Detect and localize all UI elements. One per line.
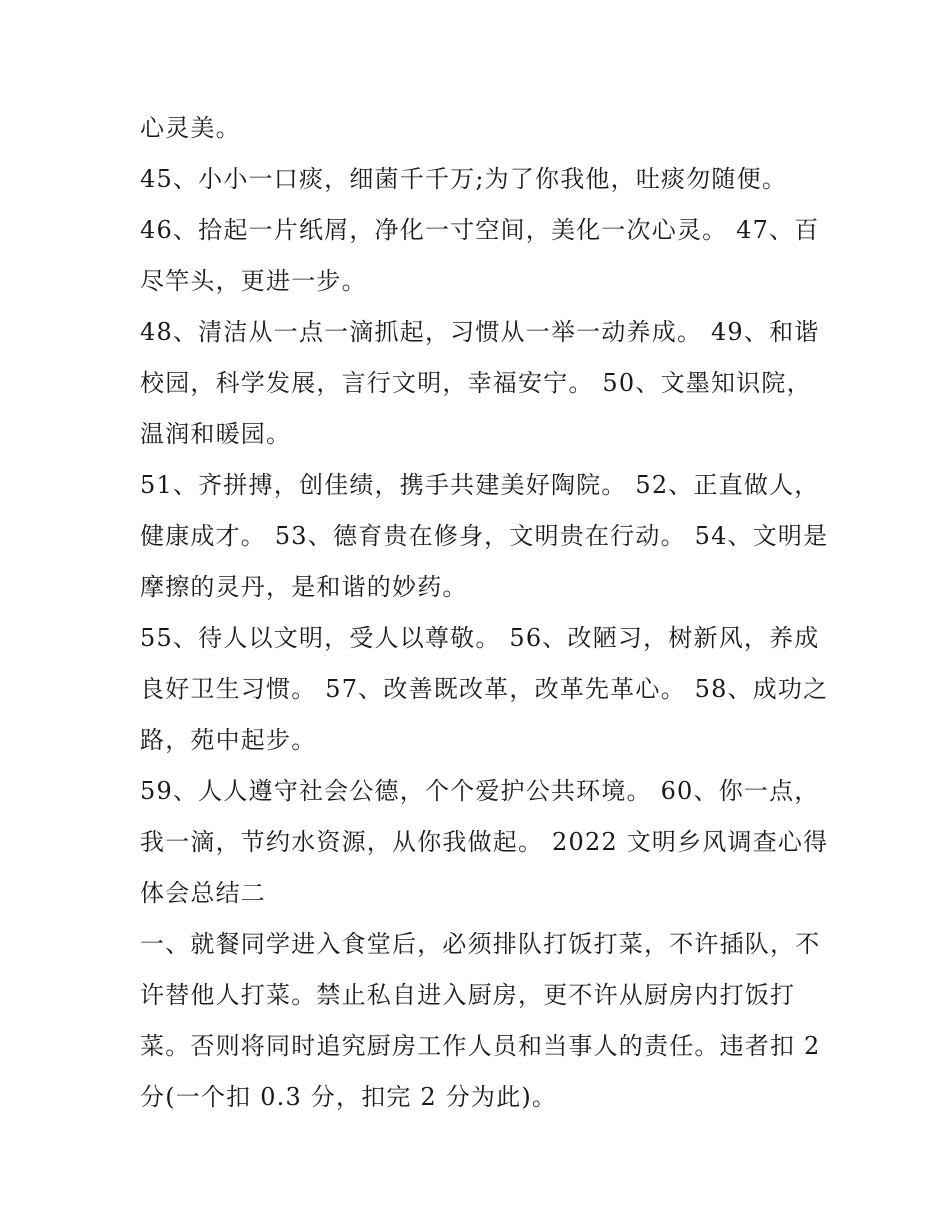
text-line: 体会总结二 <box>140 879 266 907</box>
text-line: 许替他人打菜。禁止私自进入厨房，更不许从厨房内打饭打 <box>140 981 796 1009</box>
text-line: 45、小小一口痰，细菌千千万;为了你我他，吐痰勿随便。 <box>140 165 788 193</box>
text-line: 尽竿头，更进一步。 <box>140 267 367 295</box>
text-line: 48、清洁从一点一滴抓起，习惯从一举一动养成。 49、和谐 <box>140 318 820 346</box>
text-line: 校园，科学发展，言行文明，幸福安宁。 50、文墨知识院， <box>140 369 812 397</box>
text-line: 菜。否则将同时追究厨房工作人员和当事人的责任。违者扣 2 <box>140 1032 821 1060</box>
text-line: 一、就餐同学进入食堂后，必须排队打饭打菜，不许插队，不 <box>140 930 821 958</box>
text-line: 健康成才。 53、德育贵在修身，文明贵在行动。 54、文明是 <box>140 522 829 550</box>
text-line: 路，苑中起步。 <box>140 726 317 754</box>
text-line: 55、待人以文明，受人以尊敬。 56、改陋习，树新风，养成 <box>140 624 820 652</box>
text-line: 摩擦的灵丹，是和谐的妙药。 <box>140 573 468 601</box>
text-line: 良好卫生习惯。 57、改善既改革，改革先革心。 58、成功之 <box>140 675 829 703</box>
document-page <box>140 103 830 1123</box>
text-line: 我一滴，节约水资源，从你我做起。 2022 文明乡风调查心得 <box>140 828 829 856</box>
text-line: 46、拾起一片纸屑，净化一寸空间，美化一次心灵。 47、百 <box>140 216 820 244</box>
text-line: 51、齐拼搏，创佳绩，携手共建美好陶院。 52、正直做人， <box>140 471 820 499</box>
text-line: 59、人人遵守社会公德，个个爱护公共环境。 60、你一点， <box>140 777 820 805</box>
text-line: 心灵美。 <box>140 114 241 142</box>
text-line: 温润和暖园。 <box>140 420 292 448</box>
text-line: 分(一个扣 0.3 分，扣完 2 分为此)。 <box>140 1083 558 1111</box>
